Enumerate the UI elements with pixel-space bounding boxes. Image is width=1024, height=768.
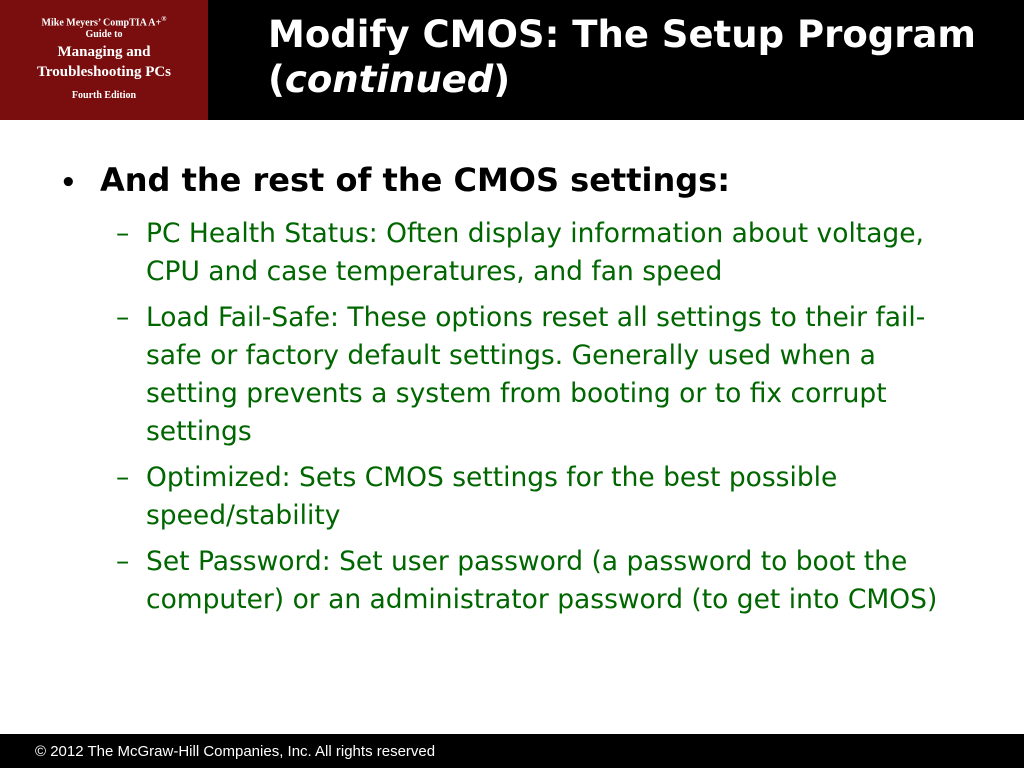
main-bullet-text: And the rest of the CMOS settings:: [100, 161, 731, 199]
book-title-line1: Managing and: [57, 44, 151, 61]
book-author-text: Mike Meyers’ CompTIA A+: [41, 17, 162, 29]
dash-marker: –: [116, 546, 130, 577]
registered-mark: ®: [161, 15, 167, 23]
sub-bullet-item: [116, 459, 960, 535]
slide-footer: [0, 734, 1024, 768]
slide-title: [268, 12, 1008, 102]
sub-bullet-text: Set Password: Set user password (a password to boot the computer) or an administrator password (to get into CMOS): [146, 546, 938, 615]
sub-bullet-item: [116, 299, 960, 451]
title-main: Modify CMOS: The Setup Program (: [268, 13, 976, 101]
book-logo: [0, 0, 208, 120]
book-guide-line: Guide to: [85, 29, 123, 41]
title-italic: continued: [284, 58, 494, 101]
book-edition: Fourth Edition: [71, 90, 137, 102]
dash-marker: –: [116, 218, 130, 249]
main-bullet: [60, 158, 960, 205]
sub-bullet-text: Optimized: Sets CMOS settings for the best possible speed/stability: [146, 462, 838, 531]
dash-marker: –: [116, 302, 130, 333]
bullet-marker: •: [60, 168, 77, 198]
slide-header: [0, 0, 1024, 120]
dash-marker: –: [116, 462, 130, 493]
copyright-text: © 2012 The McGraw-Hill Companies, Inc. All rights reserved: [35, 743, 436, 760]
title-close: ): [493, 58, 511, 101]
slide-body: [60, 158, 960, 627]
sub-bullet-text: Load Fail-Safe: These options reset all settings to their fail-safe or factory default settings. Generally used when a setting prevents a system from booting or to fix corrupt settings: [146, 302, 926, 447]
sub-bullet-list: [116, 215, 960, 619]
sub-bullet-item: [116, 543, 960, 619]
sub-bullet-item: [116, 215, 960, 291]
sub-bullet-text: PC Health Status: Often display information about voltage, CPU and case temperatures, and fan speed: [146, 218, 924, 287]
book-title-line2: Troubleshooting PCs: [36, 64, 172, 81]
book-author-line: [0, 13, 208, 29]
